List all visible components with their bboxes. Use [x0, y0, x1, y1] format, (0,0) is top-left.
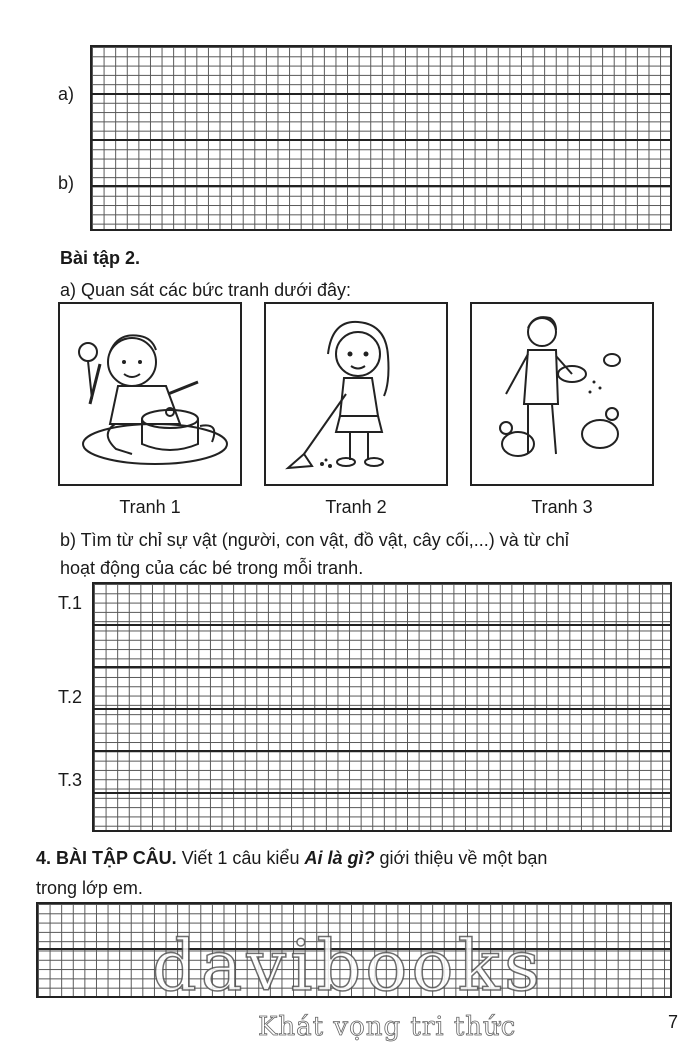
exercise-4-line2: trong lớp em.: [36, 878, 143, 898]
grid1-label-b: b): [58, 173, 75, 193]
watermark-brand: davibooks: [152, 925, 544, 1007]
row-label-t1: T.1: [58, 593, 83, 613]
watermark-slogan: Khát vọng tri thức: [258, 1012, 517, 1042]
writing-grid-2[interactable]: [92, 582, 672, 832]
exercise-2-part-b-line1: b) Tìm từ chỉ sự vật (người, con vật, đồ vật, cây cối,...) và từ chỉ: [60, 530, 569, 550]
picture-1-caption: Tranh 1: [119, 497, 181, 517]
exercise-4-text2: giới thiệu về một bạn: [379, 848, 548, 868]
picture-3-caption: Tranh 3: [531, 497, 593, 517]
exercise-4-heading: 4. BÀI TẬP CÂU.: [36, 848, 177, 868]
exercise-4-line1: [36, 848, 547, 869]
exercise-2-part-a: a) Quan sát các bức tranh dưới đây:: [60, 280, 352, 300]
writing-grid-1[interactable]: [90, 45, 672, 231]
girl-broom-illustration: [266, 304, 446, 484]
exercise-2-part-b-line2: hoạt động của các bé trong mỗi tranh.: [60, 558, 364, 578]
row-label-t2: T.2: [58, 687, 83, 707]
exercise-2-heading: Bài tập 2.: [60, 248, 141, 268]
picture-2-caption: Tranh 2: [325, 497, 387, 517]
exercise-4-text1: Viết 1 câu kiểu: [181, 848, 300, 868]
boy-drum-illustration: [60, 304, 240, 484]
page-number: 7: [668, 1012, 679, 1032]
exercise-4-emphasis: Ai là gì?: [304, 848, 375, 868]
grid1-label-a: a): [58, 84, 75, 104]
boy-chickens-illustration: [472, 304, 652, 484]
row-label-t3: T.3: [58, 770, 83, 790]
picture-2-girl-sweeping: [264, 302, 448, 486]
picture-3-boy-feeding-chickens: [470, 302, 654, 486]
picture-1-boy-drumming: [58, 302, 242, 486]
